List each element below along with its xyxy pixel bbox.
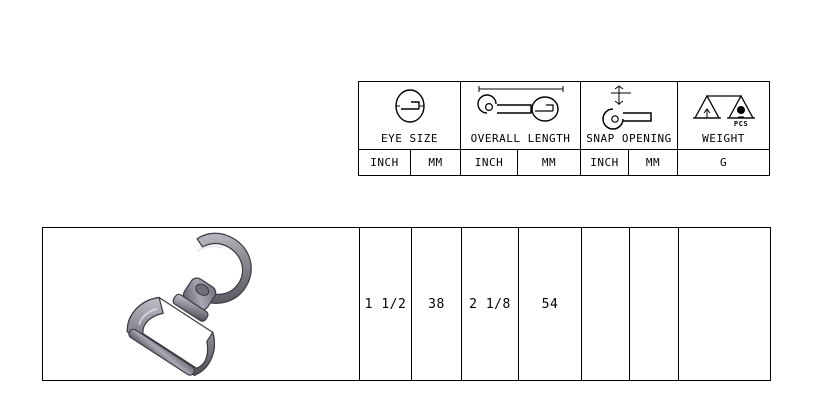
value-weight-g	[679, 228, 771, 381]
pcs-caption: PCS	[733, 120, 748, 128]
overall-length-label: OVERALL LENGTH	[470, 132, 571, 145]
unit-eye-mm: MM	[411, 150, 461, 176]
value-snap-inch	[582, 228, 630, 381]
eye-size-icon	[359, 82, 460, 132]
unit-snap-mm: MM	[629, 150, 678, 176]
unit-snap-inch: INCH	[581, 150, 629, 176]
value-overall-inch: 2 1/8	[462, 228, 519, 381]
unit-overall-mm: MM	[518, 150, 581, 176]
product-table	[42, 227, 771, 381]
spec-header-table	[358, 81, 770, 176]
weight-label: WEIGHT	[702, 132, 745, 145]
unit-overall-inch: INCH	[461, 150, 518, 176]
snap-opening-label: SNAP OPENING	[586, 132, 672, 145]
spec-icon-row	[359, 82, 770, 150]
snap-opening-icon	[581, 82, 677, 132]
unit-weight-g: G	[678, 150, 770, 176]
value-overall-mm: 54	[519, 228, 582, 381]
snap-opening-header-cell	[581, 82, 678, 150]
spec-unit-row	[359, 150, 770, 176]
table-row	[43, 228, 771, 381]
product-image-cell	[43, 228, 360, 381]
eye-size-label: EYE SIZE	[381, 132, 438, 145]
swivel-snap-hook-image	[43, 229, 343, 379]
overall-length-header-cell	[461, 82, 581, 150]
unit-eye-inch: INCH	[359, 150, 411, 176]
weight-header-cell	[678, 82, 770, 150]
eye-size-header-cell	[359, 82, 461, 150]
value-snap-mm	[630, 228, 679, 381]
value-eye-mm: 38	[412, 228, 462, 381]
overall-length-icon	[461, 82, 580, 132]
weight-scale-icon	[678, 82, 769, 132]
value-eye-inch: 1 1/2	[360, 228, 412, 381]
